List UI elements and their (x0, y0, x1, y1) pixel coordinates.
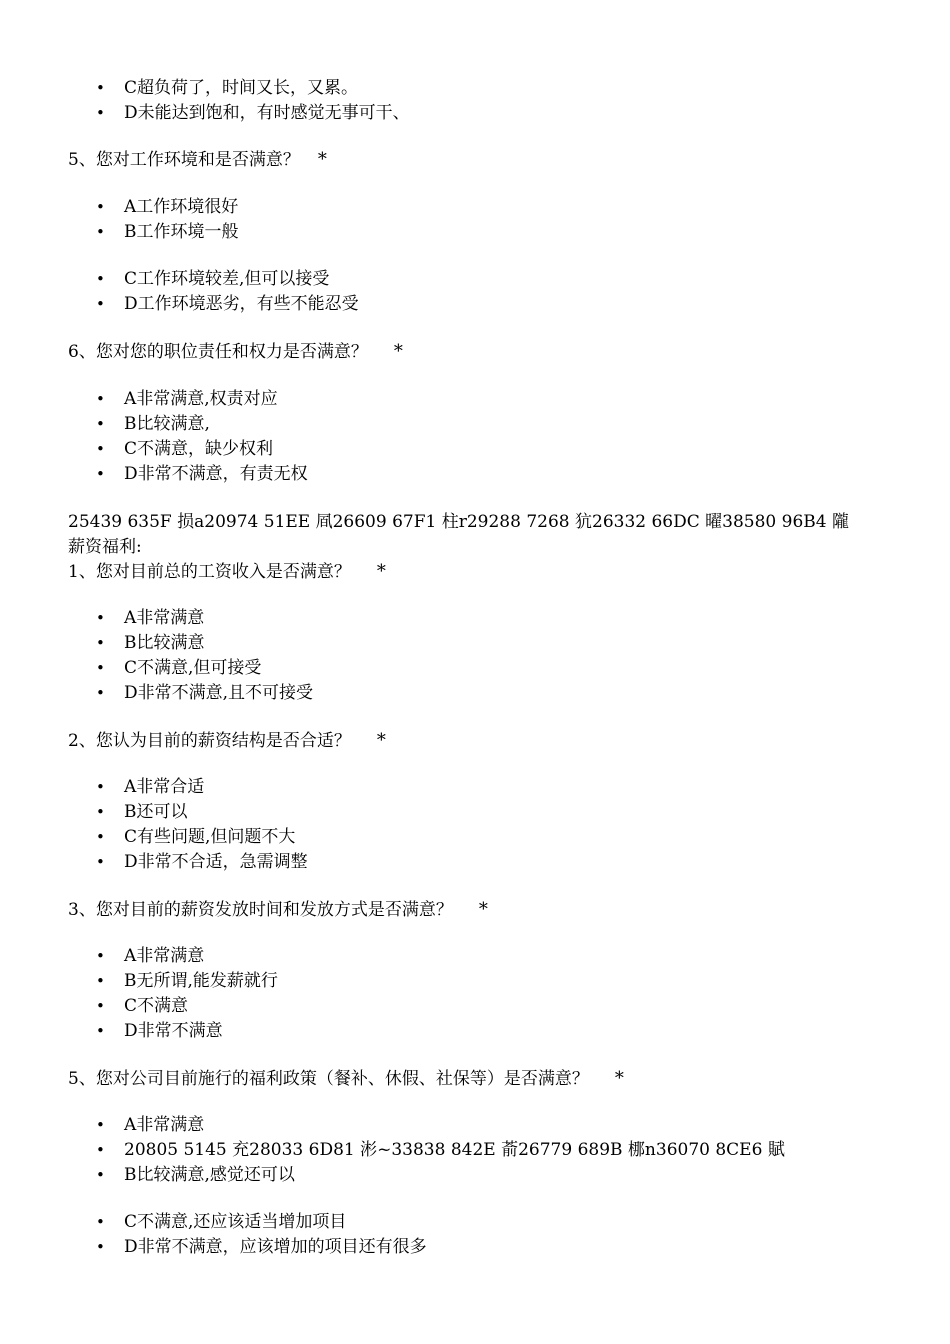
bullet: • (96, 465, 105, 483)
list-item: • C不满意，缺少权利 (96, 439, 274, 459)
bullet: • (96, 659, 105, 677)
bullet: • (96, 684, 105, 702)
bullet: • (96, 440, 105, 458)
bullet: • (96, 295, 105, 313)
question-title: 5、您对公司目前施行的福利政策（餐补、休假、社保等）是否满意？ * (68, 1068, 624, 1089)
list-item: • A非常满意 (96, 946, 205, 966)
bullet: • (96, 79, 105, 97)
bullet: • (96, 1116, 105, 1134)
list-item: • A非常满意 (96, 608, 205, 628)
list-item: • B无所谓,能发薪就行 (96, 971, 278, 991)
bullet: • (96, 609, 105, 627)
list-item: • D工作环境恶劣，有些不能忍受 (96, 294, 359, 314)
required-marker: * (393, 341, 403, 362)
list-item: • C工作环境较差,但可以接受 (96, 269, 330, 289)
list-item: • B比较满意,感觉还可以 (96, 1165, 295, 1185)
list-item: • A非常合适 (96, 777, 205, 797)
list-item: • C不满意,还应该适当增加项目 (96, 1212, 347, 1232)
bullet: • (96, 270, 105, 288)
bullet: • (96, 997, 105, 1015)
list-item: • B比较满意 (96, 633, 205, 653)
bullet: • (96, 1238, 105, 1256)
section-title: 薪资福利: (68, 537, 142, 557)
bullet: • (96, 1213, 105, 1231)
list-item: • C不满意,但可接受 (96, 658, 262, 678)
bullet: • (96, 104, 105, 122)
bullet: • (96, 1141, 105, 1159)
question-title: 2、您认为目前的薪资结构是否合适？ * (68, 730, 386, 751)
question-title: 3、您对目前的薪资发放时间和发放方式是否满意？ * (68, 899, 488, 920)
bullet: • (96, 415, 105, 433)
bullet: • (96, 198, 105, 216)
list-item: • C超负荷了，时间又长，又累。 (96, 78, 359, 98)
bullet: • (96, 828, 105, 846)
list-item: • D非常不满意 (96, 1021, 223, 1041)
bullet: • (96, 853, 105, 871)
list-item: • C有些问题,但问题不大 (96, 827, 296, 847)
question-title: 5、您对工作环境和是否满意？ * (68, 149, 327, 170)
question-title: 1、您对目前总的工资收入是否满意？ * (68, 561, 386, 582)
required-marker: * (317, 149, 327, 170)
garbled-text: 25439 635F 损a20974 51EE 凮26609 67F1 柱r29288 7268 犺26332 66DC 曜38580 96B4 隴 (68, 512, 849, 532)
bullet: • (96, 634, 105, 652)
list-item: • B还可以 (96, 802, 188, 822)
bullet: • (96, 1166, 105, 1184)
list-item: • 20805 5145 充28033 6D81 涁~33838 842E 萮26779 689B 梛n36070 8CE6 賦 (96, 1140, 785, 1160)
bullet: • (96, 390, 105, 408)
bullet: • (96, 972, 105, 990)
list-item: • A非常满意,权责对应 (96, 389, 278, 409)
question-title: 6、您对您的职位责任和权力是否满意？ * (68, 341, 403, 362)
bullet: • (96, 778, 105, 796)
list-item: • A非常满意 (96, 1115, 205, 1135)
bullet: • (96, 223, 105, 241)
list-item: • D非常不满意，应该增加的项目还有很多 (96, 1237, 427, 1257)
list-item: • B比较满意, (96, 414, 210, 434)
required-marker: * (376, 730, 386, 751)
list-item: • C不满意 (96, 996, 189, 1016)
list-item: • B工作环境一般 (96, 222, 239, 242)
required-marker: * (376, 561, 386, 582)
list-item: • D未能达到饱和，有时感觉无事可干、 (96, 103, 410, 123)
bullet: • (96, 947, 105, 965)
list-item: • A工作环境很好 (96, 197, 239, 217)
list-item: • D非常不满意，有责无权 (96, 464, 308, 484)
required-marker: * (478, 899, 488, 920)
bullet: • (96, 1022, 105, 1040)
required-marker: * (614, 1068, 624, 1089)
list-item: • D非常不满意,且不可接受 (96, 683, 314, 703)
bullet: • (96, 803, 105, 821)
list-item: • D非常不合适，急需调整 (96, 852, 308, 872)
